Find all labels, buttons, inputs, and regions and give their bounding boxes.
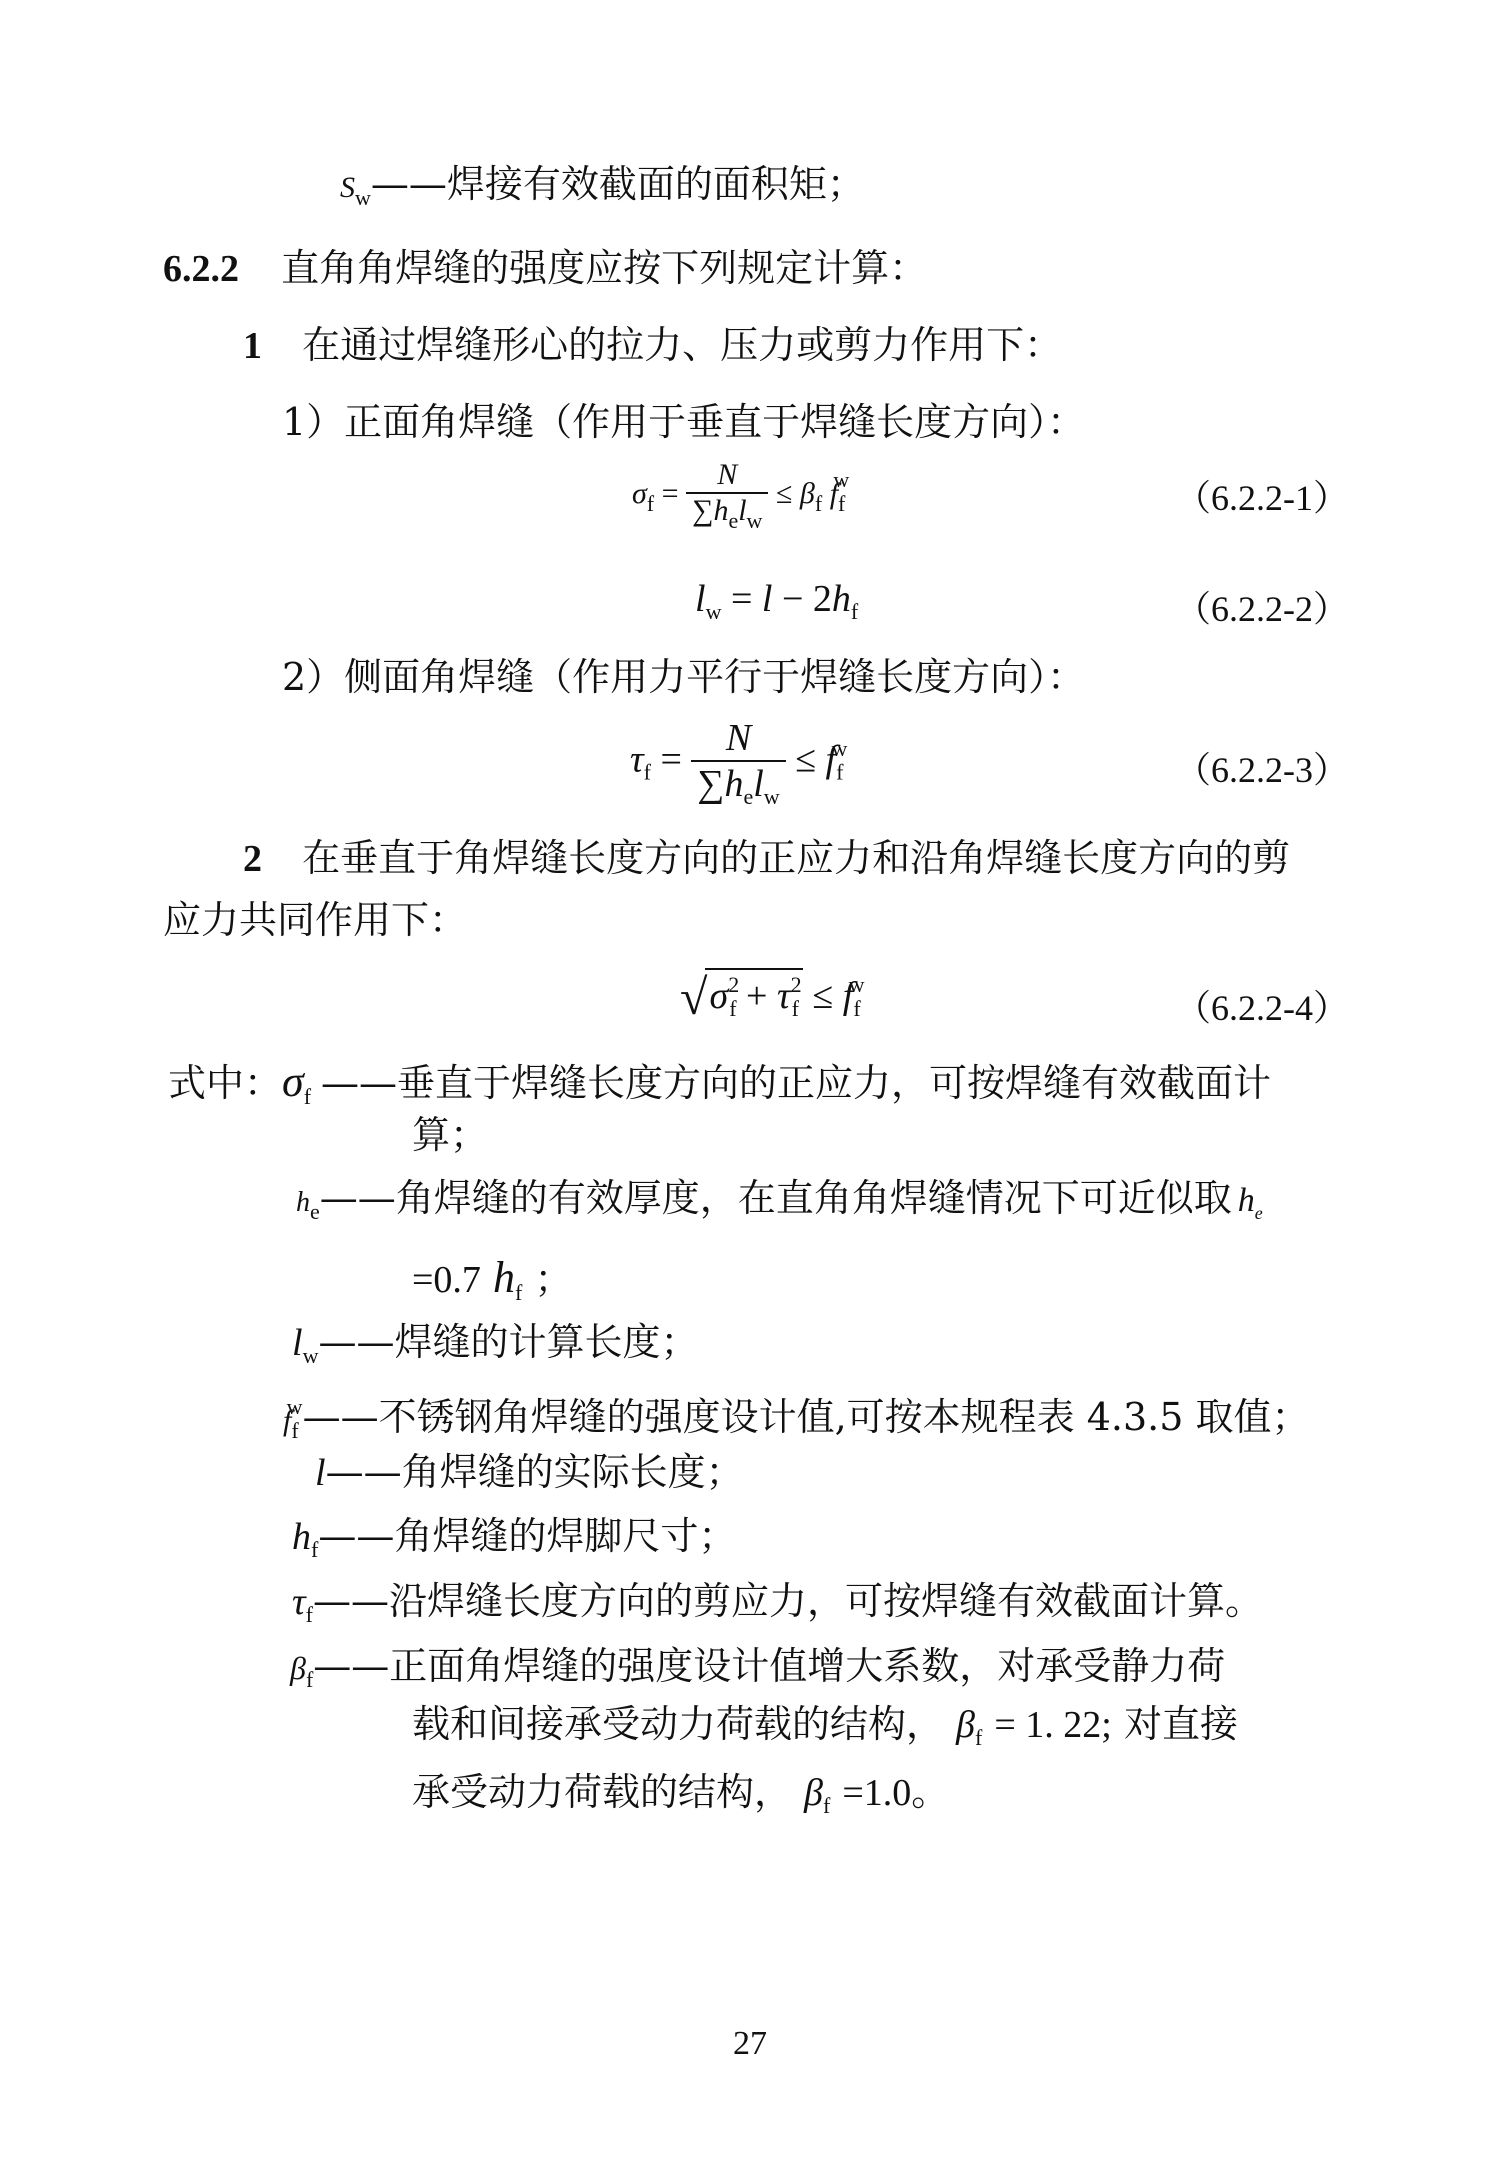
def-l: l——角焊缝的实际长度； <box>315 1450 744 1494</box>
equation-6-2-2-1: $\sigma_f$ = $\frac{N}{\sum h_el_w}$ ≤ $\beta_f$ $f_f^w$ <box>632 458 850 533</box>
def-beta-f: $\beta_f——$正面角焊缝的强度设计值增大系数，对承受静力荷 <box>290 1644 1226 1692</box>
def-he-value: =0.7 $h_f$ ； <box>412 1253 573 1305</box>
equation-6-2-2-3: $\tau_f$ = $\frac{N}{\sum h_el_w}$ ≤ $f_f^w$ <box>630 717 848 809</box>
section-number: 6.2.2 <box>163 248 239 290</box>
def-sigma-f: 式中：$\sigma_f$ ——垂直于焊缝长度方向的正应力，可按焊缝有效截面计 <box>168 1057 1272 1109</box>
sub-item-2: 2）侧面角焊缝（作用力平行于焊缝长度方向）： <box>282 655 1086 699</box>
item-1: 1 在通过焊缝形心的拉力、压力或剪力作用下： <box>243 323 1063 367</box>
page-number: 27 <box>733 2025 767 2062</box>
section-heading <box>163 244 927 293</box>
equation-number-2: （6.2.2-2） <box>1175 589 1349 629</box>
def-hf: $h_f——$角焊缝的焊脚尺寸； <box>292 1514 737 1562</box>
def-sigma-f-continued: 算； <box>412 1113 489 1157</box>
def-beta-f-line2: 载和间接承受动力荷载的结构， $\beta_f = 1$. 22; 对直接 <box>412 1702 1238 1750</box>
sub-item-1: 1）正面角焊缝（作用于垂直于焊缝长度方向）： <box>282 400 1086 444</box>
equation-number-1: （6.2.2-1） <box>1175 478 1349 518</box>
sw-definition: $S_w——$焊接有效截面的面积矩； <box>340 162 865 210</box>
def-tau-f: $\tau_f——$沿焊缝长度方向的剪应力，可按焊缝有效截面计算。 <box>292 1579 1263 1627</box>
equation-number-4: （6.2.2-4） <box>1175 988 1349 1028</box>
equation-number-3: （6.2.2-3） <box>1175 750 1349 790</box>
def-beta-f-line3: 承受动力荷载的结构， $\beta_f =1.0$。 <box>412 1770 950 1818</box>
section-title: 直角角焊缝的强度应按下列规定计算： <box>281 246 928 290</box>
def-he: $h_e——$角焊缝的有效厚度，在直角角焊缝情况下可近似取 $h_e$ <box>296 1176 1263 1224</box>
item-2: 2 在垂直于角焊缝长度方向的正应力和沿角焊缝长度方向的剪 <box>243 836 1291 880</box>
equation-6-2-2-2: $l_w = l - 2h_f$ <box>695 578 859 624</box>
def-lw: $l_w——$焊缝的计算长度； <box>292 1320 699 1368</box>
item-2-continued: 应力共同作用下： <box>163 898 468 942</box>
def-ffw: $f_f^w——$不锈钢角焊缝的强度设计值,可按本规程表 4.3.5 取值； <box>283 1394 1310 1443</box>
equation-6-2-2-4: $√\sigma^2_f + \tau^2_f \le f_f^w$ <box>680 969 865 1025</box>
